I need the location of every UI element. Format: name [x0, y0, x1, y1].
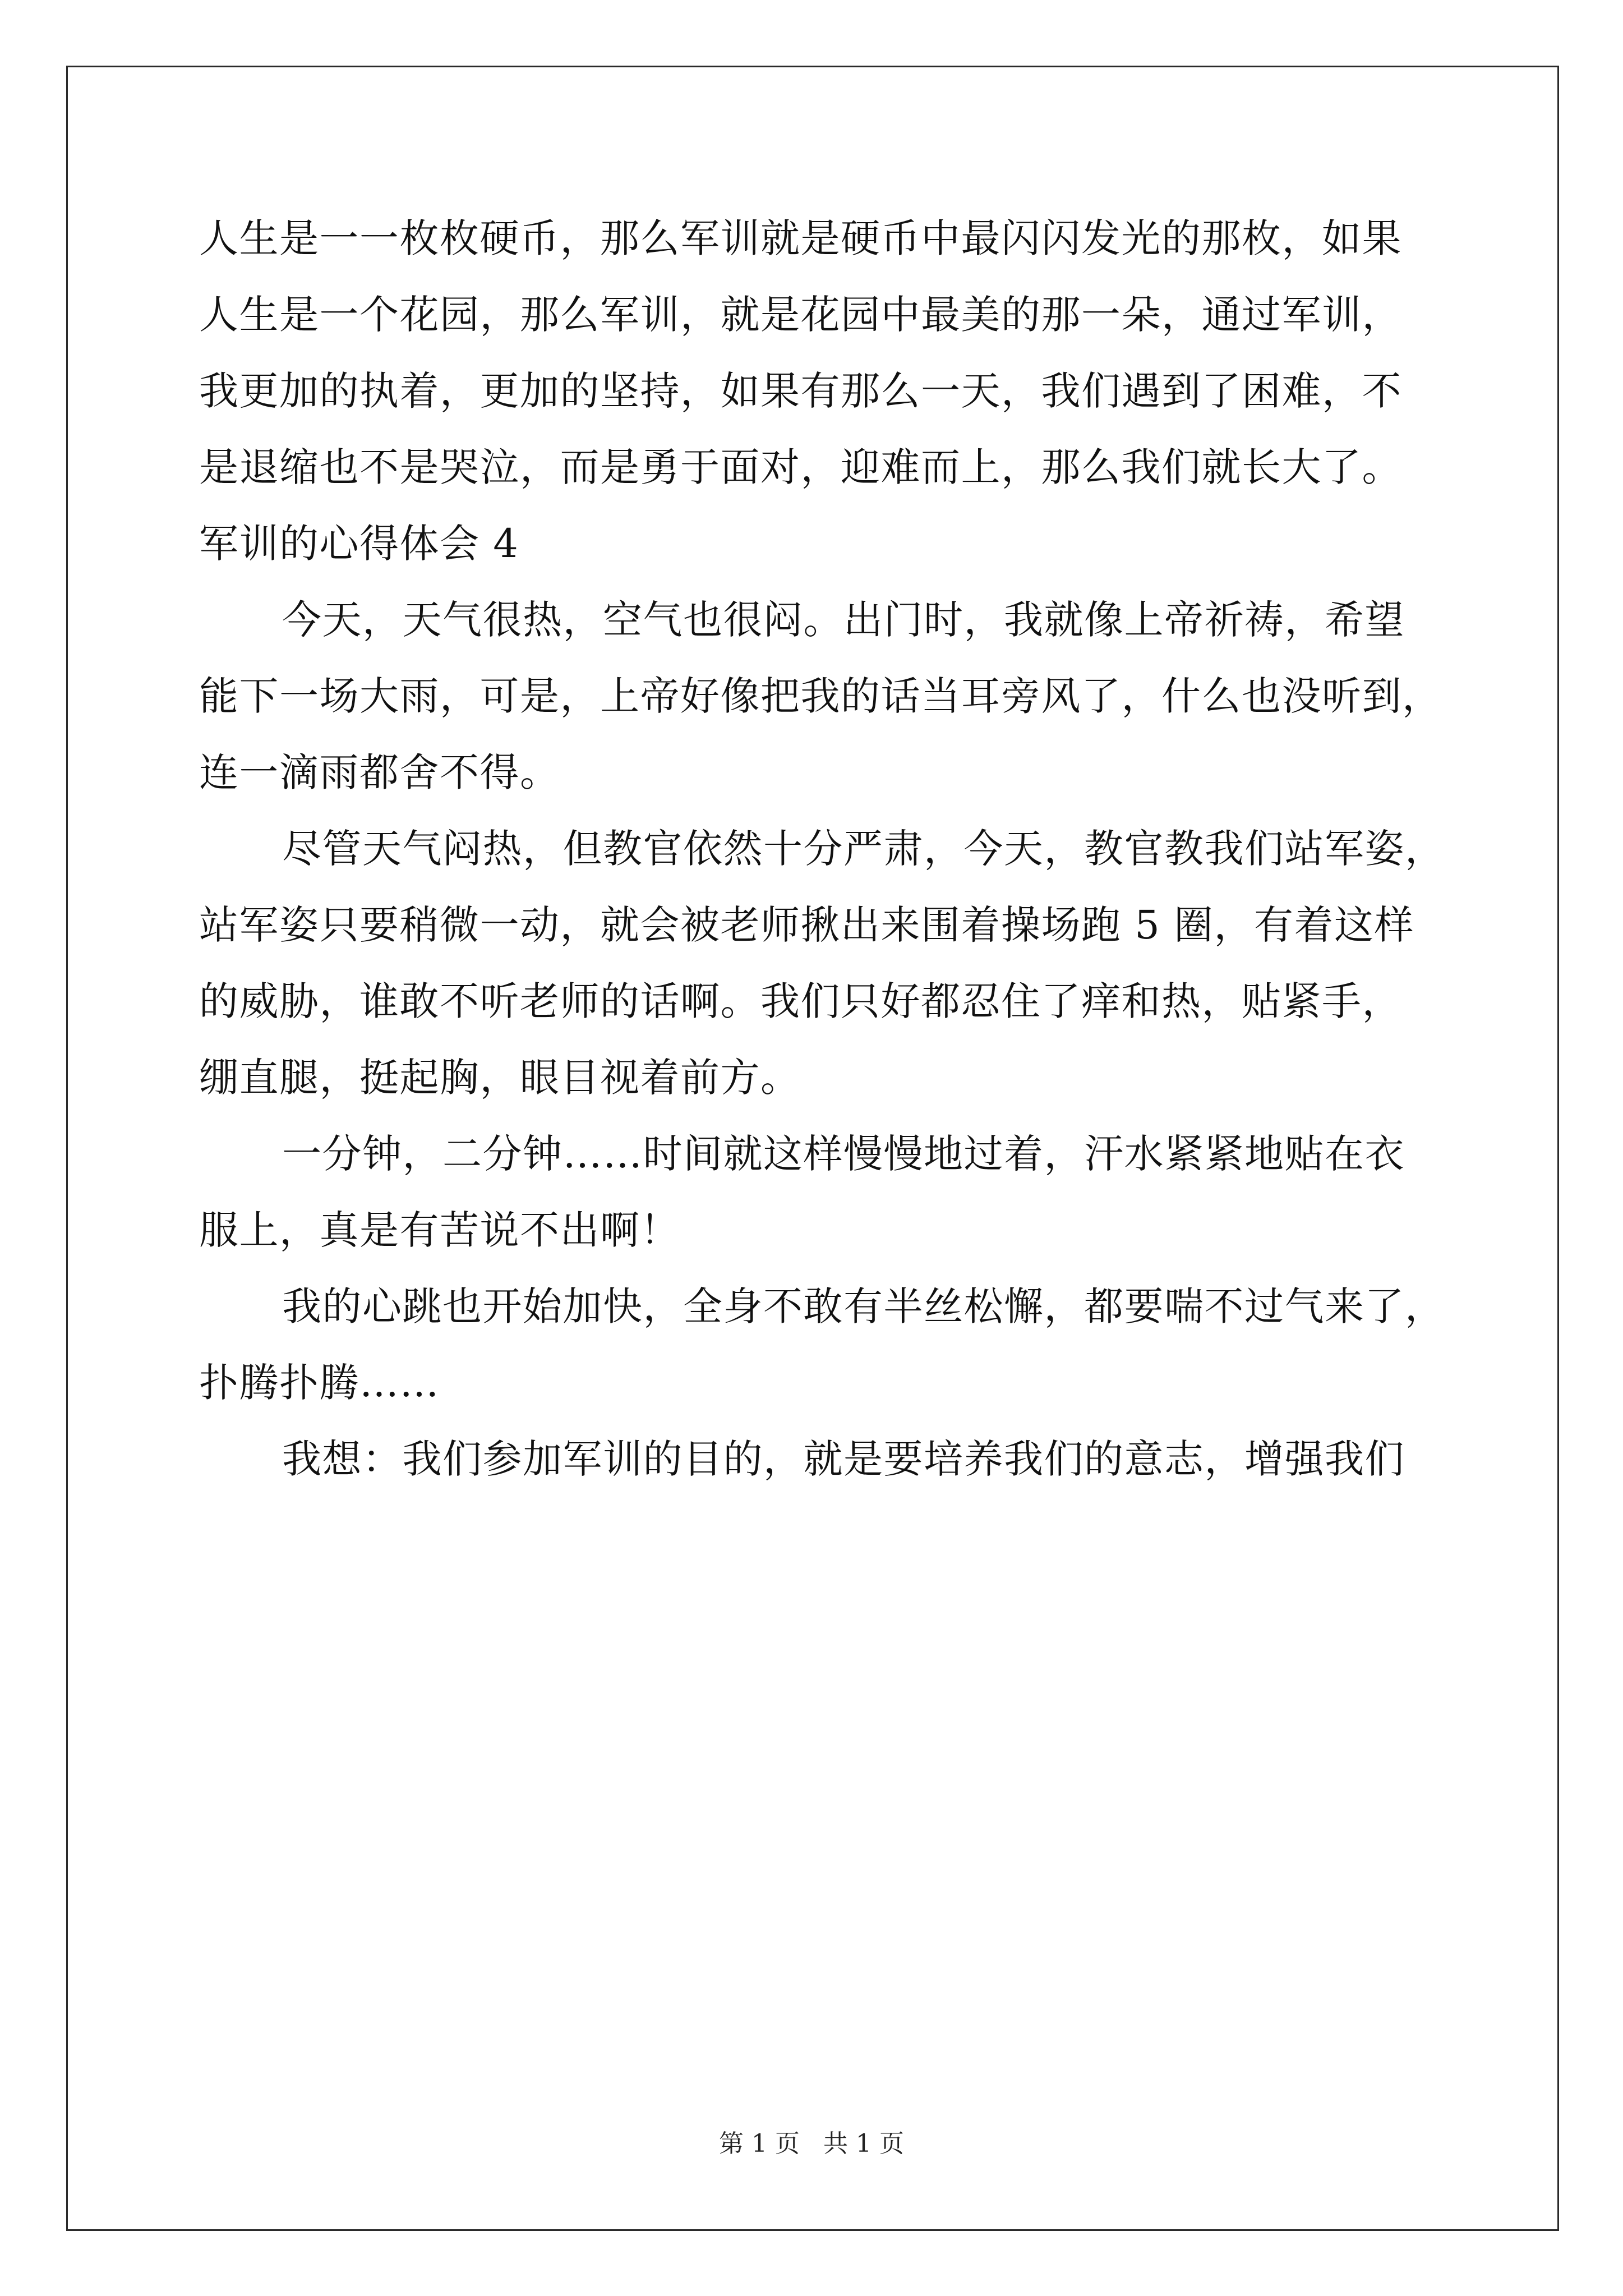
text-line: 站军姿只要稍微一动，就会被老师揪出来围着操场跑 5 圈，有着这样 — [199, 902, 1415, 948]
text-line: 人生是一一枚枚硬币，那么军训就是硬币中最闪闪发光的那枚，如果 — [199, 215, 1402, 261]
text-line: 我更加的执着，更加的坚持，如果有那么一天，我们遇到了困难，不 — [199, 368, 1402, 414]
text-line: 能下一场大雨，可是，上帝好像把我的话当耳旁风了，什么也没听到， — [199, 673, 1442, 719]
text-line: 的威胁，谁敢不听老师的话啊。我们只好都忍住了痒和热，贴紧手， — [199, 978, 1402, 1024]
text-line: 扑腾扑腾…… — [199, 1360, 440, 1406]
text-line: 我的心跳也开始加快，全身不敢有半丝松懈，都要喘不过气来了， — [282, 1283, 1445, 1329]
text-line: 服上，真是有苦说不出啊！ — [199, 1207, 680, 1253]
text-line: 尽管天气闷热，但教官依然十分严肃，今天，教官教我们站军姿， — [282, 826, 1445, 872]
text-line: 连一滴雨都舍不得。 — [199, 749, 560, 795]
text-line: 一分钟，二分钟……时间就这样慢慢地过着，汗水紧紧地贴在衣 — [282, 1131, 1405, 1177]
section-heading: 军训的心得体会 4 — [199, 521, 519, 567]
text-line: 今天，天气很热，空气也很闷。出门时，我就像上帝祈祷，希望 — [282, 597, 1405, 643]
text-line: 是退缩也不是哭泣，而是勇于面对，迎难而上，那么我们就长大了。 — [199, 444, 1402, 490]
text-line: 我想：我们参加军训的目的，就是要培养我们的意志，增强我们 — [282, 1436, 1405, 1482]
text-line: 绷直腿，挺起胸，眼目视着前方。 — [199, 1055, 801, 1101]
text-line: 人生是一个花园，那么军训，就是花园中最美的那一朵，通过军训， — [199, 292, 1402, 338]
page-footer: 第 1 页 共 1 页 — [719, 2129, 904, 2158]
